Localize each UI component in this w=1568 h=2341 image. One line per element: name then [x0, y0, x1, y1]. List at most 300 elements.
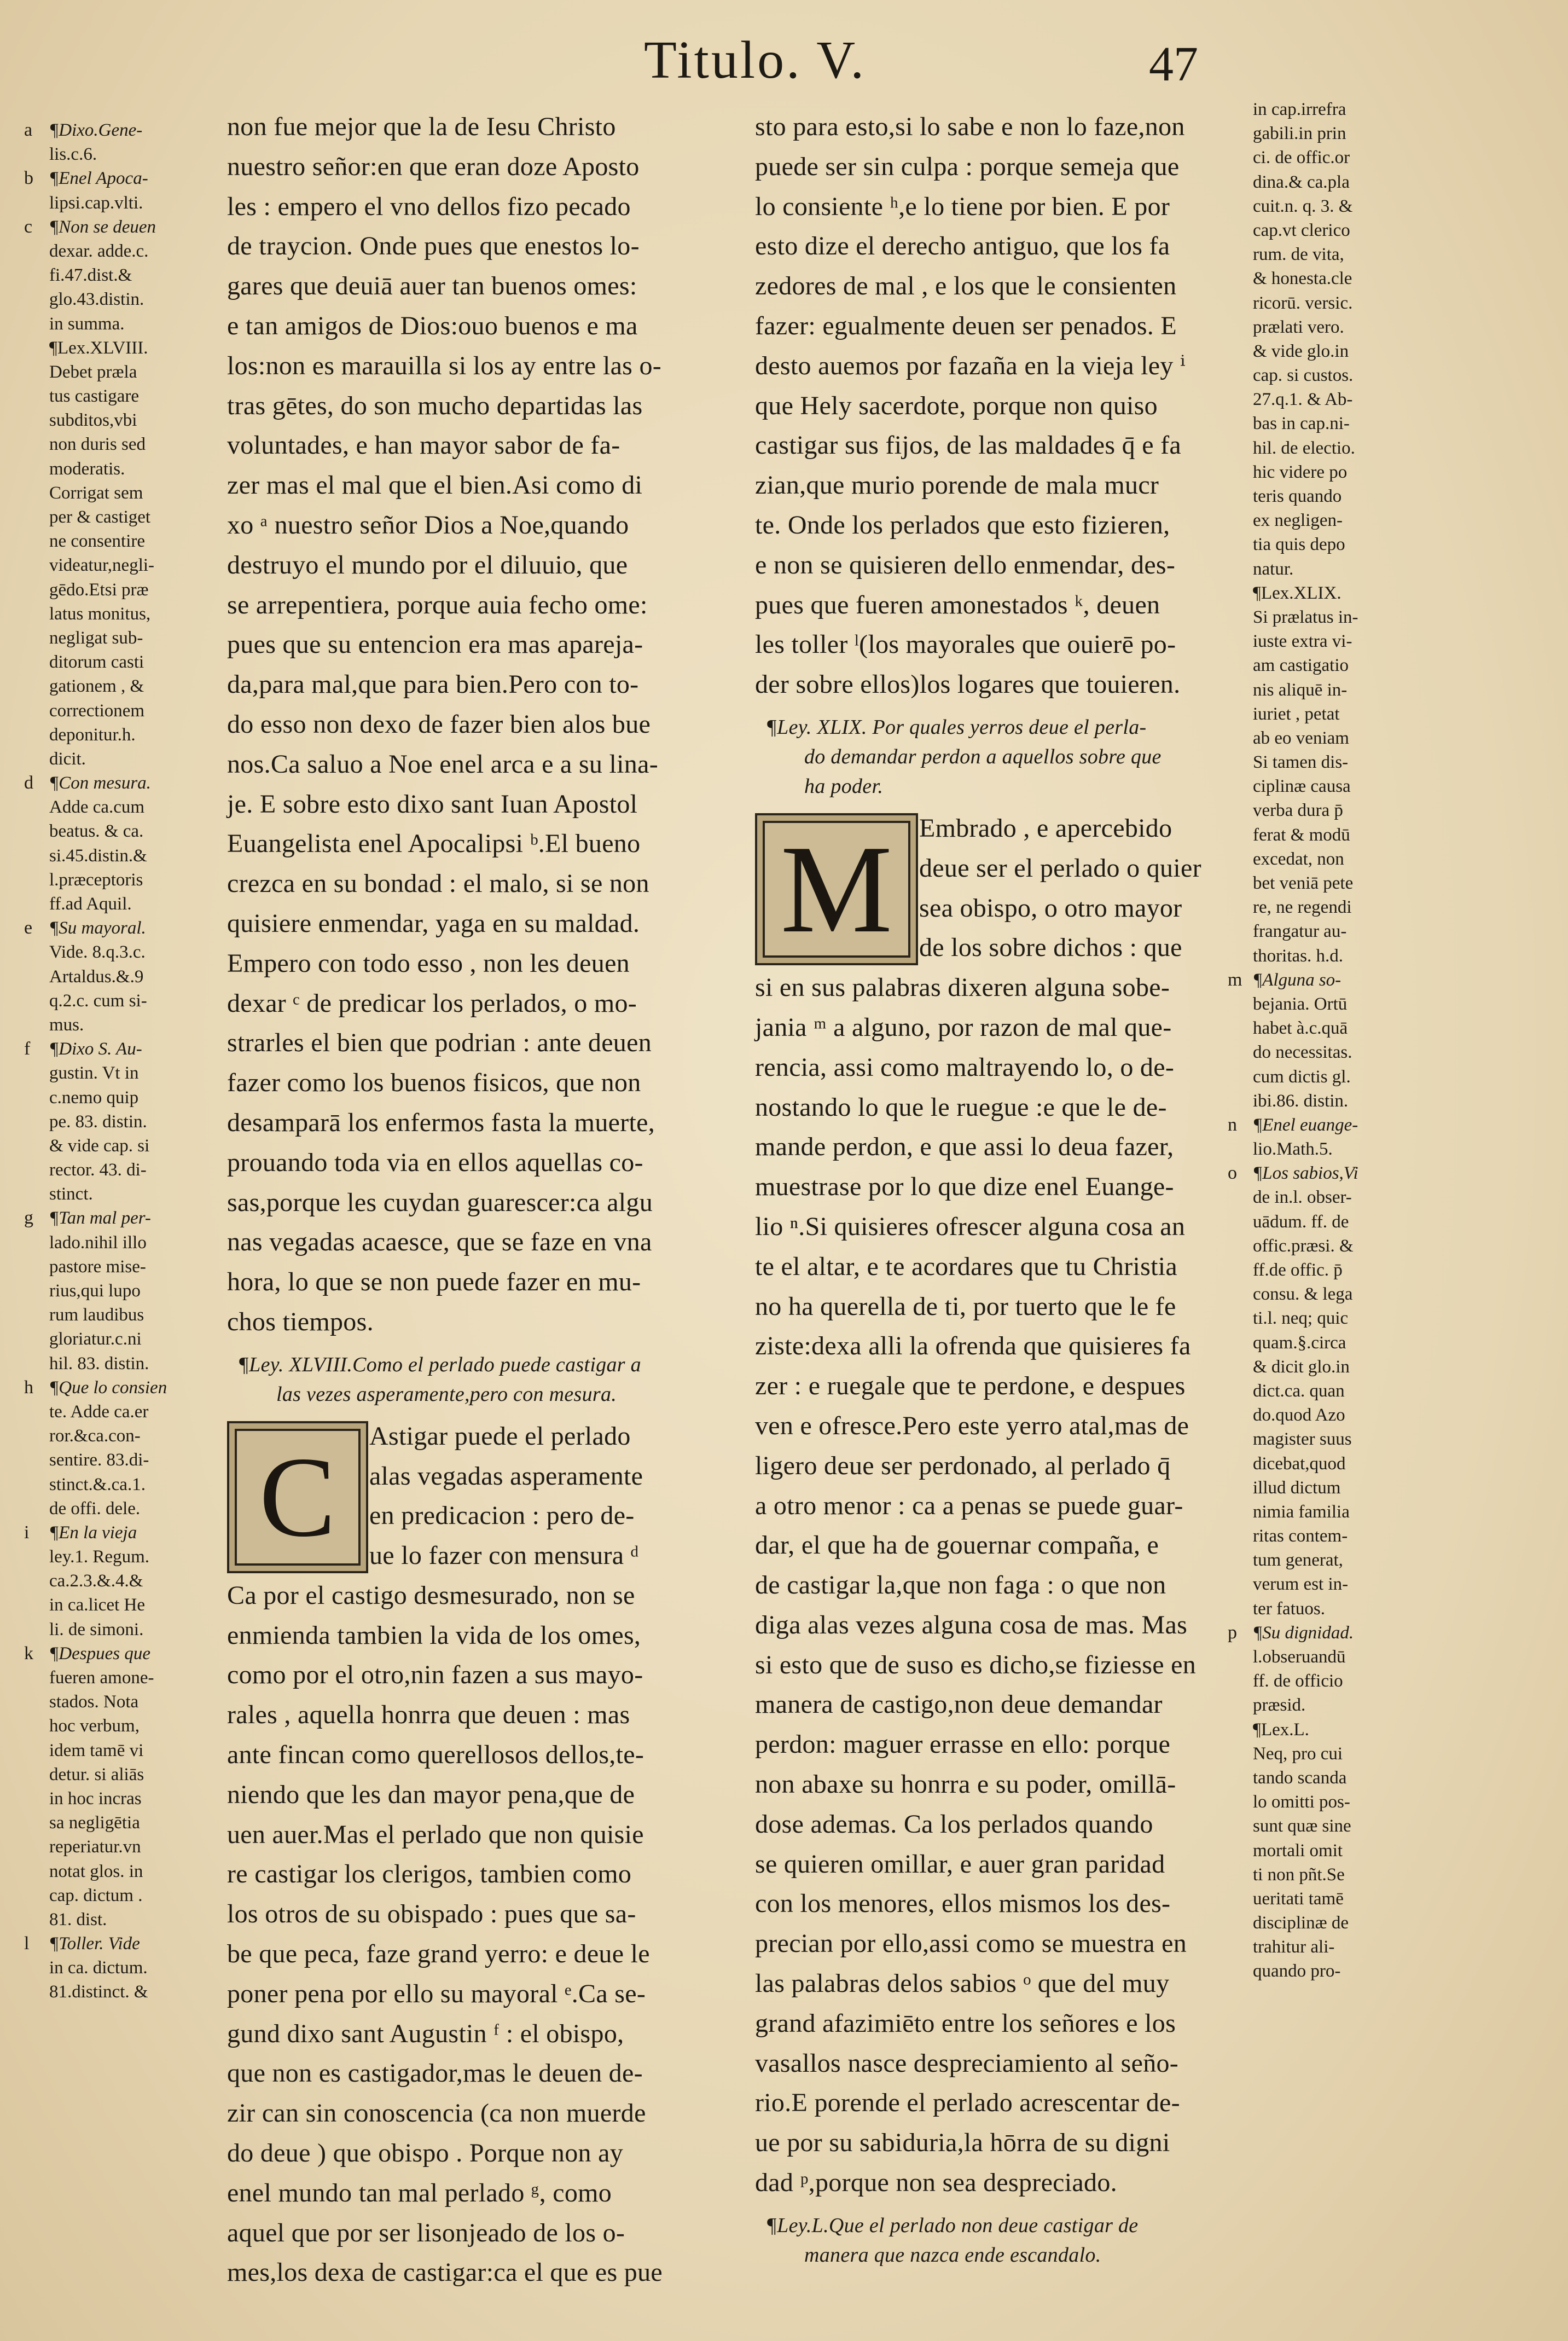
marginal-note-line	[49, 1739, 224, 1763]
marginal-note-line	[49, 1182, 224, 1206]
text-line: deue ser el perlado o quier	[919, 853, 1201, 883]
text-line: nuestro señor:en que eran doze Aposto	[227, 152, 640, 181]
marginal-note-line	[1253, 895, 1417, 919]
marginal-note-text: sunt quæ sine	[1253, 1816, 1351, 1836]
text-line: ue lo fazer con mensura ᵈ	[369, 1541, 639, 1571]
marginal-note-text: gēdo.Etsi præ	[49, 580, 149, 600]
marginal-note	[24, 166, 224, 215]
text-line: en predicacion : pero de-	[369, 1501, 635, 1531]
left-marginalia	[24, 118, 224, 2004]
text-line: chos tiempos.	[227, 1307, 374, 1336]
marginal-note-line	[1253, 847, 1417, 871]
text-line: der sobre ellos)los logares que touieren.	[755, 670, 1181, 699]
right-column-body	[755, 107, 1236, 705]
marginal-note	[1253, 1718, 1417, 1984]
text-line: les : empero el vno dellos fizo pecado	[227, 192, 631, 221]
marginal-note-line	[1253, 460, 1417, 484]
marginal-note-text: ¶Lex.XLVIII.	[49, 338, 148, 358]
text-line: zer mas el mal que el bien.Asi como di	[227, 471, 643, 500]
marginal-note-text: mortali omit	[1253, 1840, 1343, 1861]
text-line: xo ᵃ nuestro señor Dios a Noe,quando	[227, 510, 629, 540]
text-line: pues que su entencion era mas apareja-	[227, 630, 643, 659]
marginal-note-line	[49, 795, 224, 819]
note-reference-letter: f	[24, 1039, 31, 1059]
text-line: do esso non dexo de fazer bien alos bue	[227, 709, 651, 739]
marginal-note-line	[1253, 702, 1417, 726]
marginal-note-line	[1253, 1863, 1417, 1887]
text-line: gares que deuiā auer tan buenos omes:	[227, 271, 637, 301]
text-line: de traycion. Onde pues que enestos lo-	[227, 231, 640, 261]
marginal-note-line	[1253, 798, 1417, 822]
marginal-note-text: stinct.	[49, 1184, 93, 1204]
marginal-note-text: videatur,negli-	[49, 555, 155, 576]
marginal-note-line	[1253, 1331, 1417, 1355]
text-line: destruyo el mundo por el diluuio, que	[227, 550, 628, 580]
marginal-note-text: in cap.irrefra	[1253, 100, 1346, 119]
marginal-note-text: sentire. 83.di-	[49, 1450, 149, 1470]
law-49-text	[755, 809, 1236, 2203]
marginal-note-text: 81.distinct. &	[49, 1982, 148, 2002]
text-line: enmienda tambien la vida de los omes,	[227, 1620, 641, 1650]
marginal-note-line	[1253, 919, 1417, 943]
marginal-note-line	[49, 432, 224, 456]
marginal-note-text: consu. & lega	[1253, 1284, 1353, 1305]
text-line: dose ademas. Ca los perlados quando	[755, 1809, 1153, 1839]
marginal-note-text: q.2.c. cum si-	[49, 990, 147, 1011]
marginal-note-line	[1228, 1161, 1417, 1185]
marginal-note-text: quam.§.circa	[1253, 1332, 1346, 1353]
marginal-note-text: illud dictum	[1253, 1477, 1341, 1498]
marginal-note-text: bas in cap.ni-	[1253, 414, 1350, 434]
marginal-note-line	[49, 1811, 224, 1835]
text-line: puede ser sin culpa : porque semeja que	[755, 152, 1180, 181]
text-line: con los menores, ellos mismos los des-	[755, 1889, 1171, 1919]
marginal-note-line	[1253, 1814, 1417, 1838]
marginal-note-text: re, ne regendi	[1253, 897, 1352, 918]
text-line: que non es castigador,mas le deuen de-	[227, 2059, 643, 2088]
text-line: crezca en su bondad : el malo, si se non	[227, 869, 649, 899]
marginal-note-line	[1253, 750, 1417, 774]
marginal-note-line	[1253, 412, 1417, 436]
marginal-note-text: ¶Dixo S. Au-	[49, 1039, 142, 1059]
marginal-note-line	[1253, 1597, 1417, 1621]
marginal-note-line	[1253, 1234, 1417, 1258]
marginal-note-line	[49, 1569, 224, 1593]
marginal-note-line	[1253, 218, 1417, 242]
marginal-note-line	[1253, 1476, 1417, 1500]
note-reference-letter: m	[1228, 969, 1242, 990]
marginal-note-line	[49, 578, 224, 602]
marginal-note-line	[49, 408, 224, 432]
text-line: mes,los dexa de castigar:ca el que es pue	[227, 2258, 663, 2287]
marginal-note-line	[49, 1666, 224, 1690]
marginal-note-text: excedat, non	[1253, 849, 1344, 869]
marginal-note-text: cuit.n. q. 3. &	[1253, 196, 1353, 216]
marginal-note-line	[49, 819, 224, 843]
marginal-note-text: beatus. & ca.	[49, 821, 144, 842]
marginal-note-line	[1253, 605, 1417, 629]
marginal-note-line	[49, 1110, 224, 1134]
marginal-note-text: offic.præsi. &	[1253, 1236, 1354, 1256]
marginal-note-line	[49, 1908, 224, 1932]
marginal-note-line	[49, 142, 224, 166]
text-line: ligero deue ser perdonado, al perlado q̄	[755, 1451, 1171, 1480]
text-line: dar, el que ha de gouernar compaña, e	[755, 1531, 1159, 1560]
marginal-note-text: lis.c.6.	[49, 144, 97, 165]
marginal-note-text: deponitur.h.	[49, 725, 136, 745]
marginal-note-line	[1253, 315, 1417, 339]
marginal-note-line	[1253, 1572, 1417, 1596]
marginal-note-line	[49, 1763, 224, 1787]
text-line: zir can sin conoscencia (ca non muerde	[227, 2099, 646, 2128]
marginal-note-text: de offi. dele.	[49, 1498, 141, 1519]
text-line: precian por ello,assi como se muestra en	[755, 1929, 1187, 1958]
marginal-note-text: lo omitti pos-	[1253, 1792, 1350, 1812]
law-49-heading	[755, 712, 1236, 801]
marginal-note-text: c.nemo quip	[49, 1087, 139, 1108]
marginal-note-line	[49, 553, 224, 577]
marginal-note-line	[1253, 1693, 1417, 1717]
marginal-note-line	[1253, 1016, 1417, 1040]
marginal-note	[24, 1521, 224, 1642]
text-line: da,para mal,que para bien.Pero con to-	[227, 670, 639, 699]
decorated-initial-c: C	[227, 1421, 368, 1573]
marginal-note-text: ¶Enel euange-	[1253, 1115, 1358, 1135]
marginal-note-text: frangatur au-	[1253, 922, 1347, 942]
marginal-note-line	[24, 916, 224, 940]
marginal-note-text: de in.l. obser-	[1253, 1187, 1352, 1208]
marginal-note-line	[49, 1400, 224, 1424]
marginal-note-text: reperiatur.vn	[49, 1837, 141, 1857]
marginal-note-line	[1253, 823, 1417, 847]
marginal-note-text: verum est in-	[1253, 1574, 1349, 1595]
text-line: que Hely sacerdote, porque non quiso	[755, 391, 1158, 420]
marginal-note-line	[1253, 944, 1417, 968]
main-text-left-column	[227, 107, 719, 2293]
marginal-note-text: hil. de electio.	[1253, 438, 1355, 458]
text-line: los:non es marauilla si los ay entre las o-	[227, 351, 662, 380]
text-line: ante fincan como querellosos dellos,te-	[227, 1740, 644, 1770]
marginal-note-line	[1253, 436, 1417, 460]
text-line: sea obispo, o otro mayor	[919, 893, 1182, 923]
text-line: jania ᵐ a alguno, por razon de mal que-	[755, 1012, 1172, 1042]
marginal-note-text: tia quis depo	[1253, 535, 1345, 555]
marginal-note-text: idem tamē vi	[49, 1740, 144, 1760]
marginal-note-text: prælati vero.	[1253, 317, 1344, 337]
note-reference-letter: a	[24, 120, 33, 140]
note-reference-letter: i	[24, 1522, 30, 1543]
marginal-note-line	[49, 1859, 224, 1884]
marginal-note-text: ferat & modū	[1253, 825, 1350, 845]
marginal-note-text: rius,qui lupo	[49, 1281, 141, 1301]
marginal-note-text: ter fatuos.	[1253, 1598, 1325, 1619]
marginal-note-line	[1253, 97, 1417, 121]
marginal-note-line	[49, 1473, 224, 1497]
marginal-note-line	[49, 1013, 224, 1037]
marginal-note-text: dicit.	[49, 749, 86, 769]
marginal-note-text: dict.ca. quan	[1253, 1381, 1345, 1401]
marginal-note-text: sa negligētia	[49, 1813, 140, 1833]
text-line: zian,que murio porende de mala mucr	[755, 471, 1159, 500]
marginal-note-text: ¶Dixo.Gene-	[49, 120, 143, 140]
marginal-note-text: & vide glo.in	[1253, 341, 1349, 361]
marginal-note-text: hic videre po	[1253, 462, 1348, 482]
marginal-note-text: ab eo veniam	[1253, 728, 1349, 748]
marginal-note-text: cap.vt clerico	[1253, 220, 1350, 240]
text-line: rencia, assi como maltrayendo lo, o de-	[755, 1052, 1175, 1082]
marginal-note-text: verba dura p̄	[1253, 801, 1343, 821]
marginal-note-line	[1253, 484, 1417, 508]
marginal-note-line	[49, 1714, 224, 1738]
marginal-note-text: negligat sub-	[49, 628, 143, 648]
text-line: Euangelista enel Apocalipsi ᵇ.El bueno	[227, 829, 641, 859]
text-line: strarles el bien que podrian : ante deuen	[227, 1028, 652, 1058]
marginal-note-line	[49, 1352, 224, 1376]
marginal-note-text: ibi.86. distin.	[1253, 1091, 1349, 1111]
marginal-note	[24, 1376, 224, 1521]
marginal-note-line	[1253, 1258, 1417, 1282]
marginal-note-line	[49, 1158, 224, 1182]
marginal-note-line	[49, 1255, 224, 1279]
marginal-note-text: ¶Despues que	[49, 1643, 150, 1664]
marginal-note-text: in ca.licet He	[49, 1595, 145, 1615]
marginal-note-text: fi.47.dist.&	[49, 265, 132, 286]
text-line: zer : e ruegale que te perdone, e despues	[755, 1371, 1186, 1401]
text-line: Empero con todo esso , non les deuen	[227, 948, 630, 978]
law-50-heading	[755, 2211, 1236, 2270]
marginal-note-line	[1253, 1040, 1417, 1064]
text-line: les toller ˡ(los mayorales que ouierē po-	[755, 630, 1176, 659]
marginal-note-text: hoc verbum,	[49, 1716, 140, 1736]
text-line: manera de castigo,non deue demandar	[755, 1690, 1163, 1719]
marginal-note-line	[1253, 1742, 1417, 1766]
marginal-note-line	[49, 844, 224, 868]
text-line: e non se quisieren dello enmendar, des-	[755, 550, 1176, 580]
marginal-note-text: tum generat,	[1253, 1550, 1343, 1571]
marginal-note	[24, 771, 224, 916]
marginal-note-line	[49, 529, 224, 553]
marginal-note-text: ley.1. Regum.	[49, 1547, 149, 1567]
law-50-heading-line-1: ¶Ley.L.Que el perlado non deue castigar de	[766, 2213, 1139, 2237]
right-marginalia	[1228, 97, 1417, 1984]
marginal-note-line	[24, 1521, 224, 1545]
marginal-note-line	[1253, 1403, 1417, 1427]
marginal-note-text: tando scanda	[1253, 1768, 1347, 1788]
marginal-note-text: rector. 43. di-	[49, 1160, 147, 1180]
text-line: castigar sus fijos, de las maldades q̄ e fa	[755, 431, 1182, 460]
marginal-note-text: cap. si custos.	[1253, 366, 1354, 386]
note-reference-letter: c	[24, 216, 33, 237]
marginal-note	[1228, 1621, 1417, 1718]
marginal-note-text: ¶Su mayoral.	[49, 918, 146, 938]
running-title: Titulo. V.	[644, 31, 866, 90]
text-line: desto auemos por fazaña en la vieja ley ⁱ	[755, 351, 1186, 380]
marginal-note-line	[1253, 1911, 1417, 1935]
marginal-note-line	[1253, 1669, 1417, 1693]
marginal-note-text: bet veniā pete	[1253, 873, 1354, 893]
marginal-note-text: natur.	[1253, 559, 1294, 579]
text-line: si esto que de suso es dicho,se fiziesse en	[755, 1650, 1197, 1679]
marginal-note-line	[49, 1884, 224, 1908]
marginal-note-text: ne consentire	[49, 531, 146, 552]
marginal-note-text: ¶Non se deuen	[49, 217, 156, 237]
marginal-note-line	[1253, 1645, 1417, 1669]
marginal-note-line	[1253, 1548, 1417, 1572]
marginal-note-text: teris quando	[1253, 486, 1342, 506]
marginal-note-text: habet à.c.quā	[1253, 1018, 1348, 1039]
marginal-note-line	[1253, 194, 1417, 218]
marginal-note-line	[1253, 291, 1417, 315]
marginal-note-text: ditorum casti	[49, 652, 144, 673]
text-line: ziste:dexa alli la ofrenda que quisieres fa	[755, 1331, 1191, 1361]
marginal-note-text: ¶Lex.XLIX.	[1253, 583, 1341, 603]
marginal-note	[1228, 968, 1417, 1113]
text-line: ven e ofresce.Pero este yerro atal,mas de	[755, 1411, 1189, 1440]
marginal-note-text: li. de simoni.	[49, 1619, 144, 1639]
marginal-note-text: quando pro-	[1253, 1961, 1341, 1981]
marginal-note-line	[49, 699, 224, 723]
marginal-note-text: Neq, pro cui	[1253, 1743, 1343, 1764]
marginal-note-line	[1253, 1427, 1417, 1451]
marginal-note-text: ricorū. versic.	[1253, 293, 1353, 313]
note-reference-letter: p	[1228, 1622, 1237, 1643]
marginal-note-text: iuste extra vi-	[1253, 631, 1352, 652]
marginal-note-line	[1253, 1790, 1417, 1814]
text-line: poner pena por ello su mayoral ᵉ.Ca se-	[227, 1979, 646, 2008]
marginal-note-text: in hoc incras	[49, 1788, 142, 1809]
marginal-note-line	[1253, 774, 1417, 798]
marginal-note	[24, 1206, 224, 1375]
marginal-note-line	[24, 1642, 224, 1666]
marginal-note-text: nis aliquē in-	[1253, 680, 1348, 700]
text-line: re castigar los clerigos, tambien como	[227, 1859, 632, 1889]
marginal-note-line	[1253, 532, 1417, 557]
text-line: gund dixo sant Augustin ᶠ : el obispo,	[227, 2019, 624, 2048]
marginal-note-line	[1253, 1452, 1417, 1476]
marginal-note-text: gabili.in prin	[1253, 124, 1346, 144]
text-line: diga alas vezes alguna cosa de mas. Mas	[755, 1610, 1188, 1639]
text-line: pues que fueren amonestados ᵏ, deuen	[755, 590, 1160, 619]
marginal-note-line	[49, 1593, 224, 1617]
main-text-right-column	[755, 107, 1236, 2278]
marginal-note-line	[1253, 508, 1417, 532]
note-reference-letter: d	[24, 773, 33, 793]
marginal-note-text: tus castigare	[49, 386, 140, 407]
marginal-note-line	[49, 723, 224, 747]
marginal-note-line	[24, 771, 224, 795]
text-line: como por el otro,nin fazen a sus mayo-	[227, 1660, 643, 1690]
text-line: de los sobre dichos : que	[919, 933, 1182, 963]
text-line: e tan amigos de Dios:ouo buenos e ma	[227, 311, 638, 340]
marginal-note-text: stinct.&.ca.1.	[49, 1474, 146, 1494]
marginal-note-text: ff. de officio	[1253, 1671, 1343, 1691]
marginal-note	[24, 118, 224, 166]
marginal-note-text: ex negligen-	[1253, 511, 1343, 531]
text-line: muestrase por lo que dize enel Euange-	[755, 1172, 1174, 1202]
marginal-note-line	[1253, 242, 1417, 266]
marginal-note-line	[49, 312, 224, 336]
marginal-note-text: subditos,vbi	[49, 410, 137, 431]
text-line: enel mundo tan mal perlado ᵍ, como	[227, 2178, 612, 2207]
marginal-note-text: ¶Lex.L.	[1253, 1719, 1309, 1740]
marginal-note-text: do necessitas.	[1253, 1042, 1352, 1063]
text-line: rio.E porende el perlado acrescentar de-	[755, 2088, 1180, 2118]
text-line: je. E sobre esto dixo sant Iuan Apostol	[227, 789, 638, 819]
marginal-note-line	[24, 1206, 224, 1230]
marginal-note-line	[1253, 581, 1417, 605]
marginal-note-text: dexar. adde.c.	[49, 241, 149, 261]
text-line: mande perdon, e que assi lo deua fazer,	[755, 1132, 1174, 1162]
marginal-note-line	[24, 1376, 224, 1400]
marginal-note-line	[1253, 1500, 1417, 1524]
marginal-note-text: ¶Su dignidad.	[1253, 1623, 1354, 1643]
marginal-note-text: latus monitus,	[49, 604, 151, 624]
marginal-note-line	[49, 1424, 224, 1448]
text-line: quisiere enmendar, yaga en su maldad.	[227, 908, 640, 938]
note-reference-letter: h	[24, 1377, 33, 1398]
marginal-note-line	[49, 1545, 224, 1569]
marginal-note-text: pastore mise-	[49, 1256, 146, 1277]
marginal-note-line	[49, 384, 224, 408]
text-line: nostando lo que le ruegue :e que le de-	[755, 1092, 1167, 1122]
marginal-note-text: notat glos. in	[49, 1861, 143, 1881]
marginal-note-text: gationem , &	[49, 676, 144, 697]
marginal-note-line	[49, 263, 224, 287]
marginal-note-line	[1253, 1282, 1417, 1306]
marginal-note-line	[1253, 1887, 1417, 1911]
marginal-note-line	[49, 892, 224, 916]
marginal-note-text: Vide. 8.q.3.c.	[49, 942, 146, 963]
marginal-note-text: lio.Math.5.	[1253, 1139, 1333, 1160]
marginal-note-line	[49, 940, 224, 964]
marginal-note-text: l.obseruandū	[1253, 1647, 1346, 1667]
law-50-heading-line-2: manera que nazca ende escandalo.	[804, 2243, 1101, 2267]
marginal-note-line	[49, 457, 224, 481]
text-line: perdon: maguer errasse en ello: porque	[755, 1730, 1171, 1759]
marginal-note-line	[49, 1956, 224, 1980]
marginal-note-text: ¶Toller. Vide	[49, 1934, 140, 1954]
text-line: desamparā los enfermos fasta la muerte,	[227, 1108, 655, 1137]
text-line: Ca por el castigo desmesurado, non se	[227, 1580, 635, 1610]
marginal-note-text: nimia familia	[1253, 1502, 1350, 1522]
marginal-note-line	[49, 481, 224, 505]
text-line: Astigar puede el perlado	[369, 1421, 631, 1451]
marginal-note-line	[1253, 629, 1417, 653]
marginal-note-text: in ca. dictum.	[49, 1958, 148, 1978]
marginal-note-text: ¶Tan mal per-	[49, 1208, 151, 1229]
note-reference-letter: b	[24, 168, 33, 189]
marginal-note-line	[1253, 170, 1417, 194]
marginal-note-text: uādum. ff. de	[1253, 1212, 1349, 1232]
note-reference-letter: k	[24, 1643, 33, 1664]
marginal-note-text: in summa.	[49, 314, 125, 334]
marginal-note-text: & vide cap. si	[49, 1135, 150, 1156]
text-line: non abaxe su honrra e su poder, omillā-	[755, 1770, 1176, 1799]
marginal-note-text: ritas contem-	[1253, 1526, 1348, 1546]
text-line: te. Onde los perlados que esto fizieren,	[755, 510, 1170, 540]
marginal-note	[24, 1932, 224, 2004]
text-line: sto para esto,si lo sabe e non lo faze,non	[755, 112, 1185, 141]
marginal-note-text: rum. de vita,	[1253, 245, 1344, 265]
marginal-note-line	[49, 1787, 224, 1811]
marginal-note-line	[1253, 266, 1417, 291]
marginal-note-text: gloriatur.c.ni	[49, 1329, 142, 1349]
marginal-note-text: 81. dist.	[49, 1909, 107, 1929]
marginal-note-text: pe. 83. distin.	[49, 1111, 147, 1132]
note-reference-letter: g	[24, 1208, 33, 1229]
marginal-note-line	[49, 1279, 224, 1303]
marginal-note-text: ¶Los sabios,Vi	[1253, 1163, 1358, 1184]
